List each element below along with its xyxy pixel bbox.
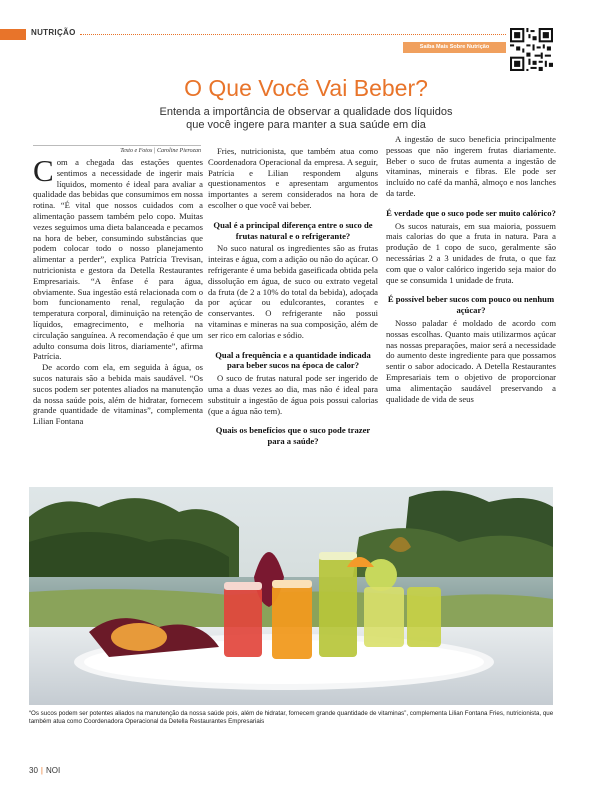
answer-paragraph: O suco de frutas natural pode ser ingerido de uma a duas vezes ao dia, mas não é ideal para substituir a ingestão de água pois possui calorias (que a água não tem). <box>208 373 378 416</box>
subtitle-line-2: que você ingere para manter a sua saúde em dia <box>186 119 426 131</box>
byline-rule <box>33 145 201 146</box>
answer-paragraph: No suco natural os ingredientes são as frutas inteiras e água, com a adição ou não do açúcar. O refrigerante é uma bebida gaseificada obtida pela dissolução em água, de suco ou extrato vegetal da fruta (de 2 a 10% do total da bebida), adoçada por açúcar ou edulcorantes, corantes e conservantes. O refrigerante não possui vitaminas e mineras na sua composição, além de ser rico em calorias e sódio. <box>208 243 378 340</box>
magazine-name: NOI <box>45 766 61 775</box>
juice-photo <box>29 487 553 705</box>
page-footer <box>29 766 60 775</box>
more-info-label: Saiba Mais Sobre Nutrição <box>403 42 506 53</box>
question-heading: Qual é a principal diferença entre o suco de frutas natural e o refrigerante? <box>213 219 373 241</box>
answer-paragraph: Nosso paladar é moldado de acordo com nossas escolhas. Quanto mais utilizarmos açúcar nas nossas preparações, maior será a necessidade do aumento deste ingrediente para que possamos sentir o sabor adocicado. A Detella Restaurantes Empresariais tem o objetivo de proporcionar uma alimentação saudável preservando a qualidade de vida de seus <box>386 317 556 404</box>
answer-paragraph: A ingestão de suco beneficia principalmente pessoas que não ingerem frutas diariamente. Beber o suco de frutas aumenta a ingestão de vitaminas, minerais e fibras. Ele pode ser incluído no café da manhã, almoço e nos lanches da tarde. <box>386 134 556 198</box>
byline: Texto e Fotos | Caroline Pierozan <box>120 148 201 154</box>
subtitle-line-1: Entenda a importância de observar a qualidade dos líquidos <box>159 106 453 118</box>
footer-separator: | <box>40 766 43 775</box>
answer-paragraph: Os sucos naturais, em sua maioria, possuem mais calorias do que a fruta in natura. Para a produção de 1 copo de suco, geralmente são necessárias 2 a 3 unidades de fruta, o que faz com que o valor calórico ingerido seja maior do que se consumida 1 unidade de fruta. <box>386 220 556 285</box>
question-heading: Qual a frequência e a quantidade indicada para beber sucos na época de calor? <box>215 349 371 371</box>
section-color-tab <box>0 29 26 40</box>
paragraph: De acordo com ela, em seguida à água, os sucos naturais são a bebida mais saudável. “Os sucos podem ser potentes aliados na manutenção da nossa saúde pois, além de hidratar, fornecem grande quantidade de vitaminas”, complementa Lilian Fontana <box>33 362 203 427</box>
text-column-2 <box>208 146 378 449</box>
qr-code-icon[interactable] <box>510 28 553 71</box>
section-label: NUTRIÇÃO <box>31 28 76 37</box>
question-heading: É verdade que o suco pode ser muito calórico? <box>386 207 556 218</box>
juice-glasses-illustration <box>29 487 553 705</box>
photo-caption: “Os sucos podem ser potentes aliados na manutenção da nossa saúde pois, além de hidratar, fornecem grande quantidade de vitaminas”, complementa Lilian Fontana Fries, nutricionista, que também atua como Coordenadora Operacional da Detella Restaurantes Empresariais <box>29 710 554 725</box>
text-column-1 <box>33 153 203 427</box>
text-column-3 <box>386 134 556 404</box>
article-subtitle <box>0 106 612 132</box>
header-rule <box>80 34 506 35</box>
article-title: O Que Você Vai Beber? <box>184 75 428 101</box>
question-heading: É possível beber sucos com pouco ou nenhum açúcar? <box>387 294 555 316</box>
page-number: 30 <box>29 766 38 775</box>
paragraph: Com a chegada das estações quentes sentimos a necessidade de ingerir mais líquidos, momento é ideal para avaliar a qualidade das bebidas que consumimos em nossa rotina. “É vital que nossos cuidados com a alimentação passem também pelo copo. Muitas vezes seguimos uma dieta balanceada e pecamos na hora de beber, consumindo substâncias que podem colocar todo o nosso planejamento alimentar a perder”, explica Patrícia Trevisan, nutricionista e gestora da Detella Restaurantes Empresariais. “A ênfase é para água, obviamente. Sua ingestão está relacionada com o bom funcionamento renal, regulação da temperatura corporal, diminuição na retenção de líquidos, emagrecimento, e melhoria na circulação sanguínea. A recomendação é que um adulto consuma dois litros, diariamente”, afirma Patrícia. <box>33 153 203 362</box>
paragraph: Fries, nutricionista, que também atua como Coordenadora Operacional da empresa. A seguir, Patrícia e Lilian respondem alguns questionamentos e apresentam argumentos importantes a serem considerados na hora de escolher o que você vai beber. <box>208 146 378 210</box>
question-heading: Quais os benefícios que o suco pode trazer para a saúde? <box>215 425 371 447</box>
drop-cap: C <box>33 153 54 188</box>
